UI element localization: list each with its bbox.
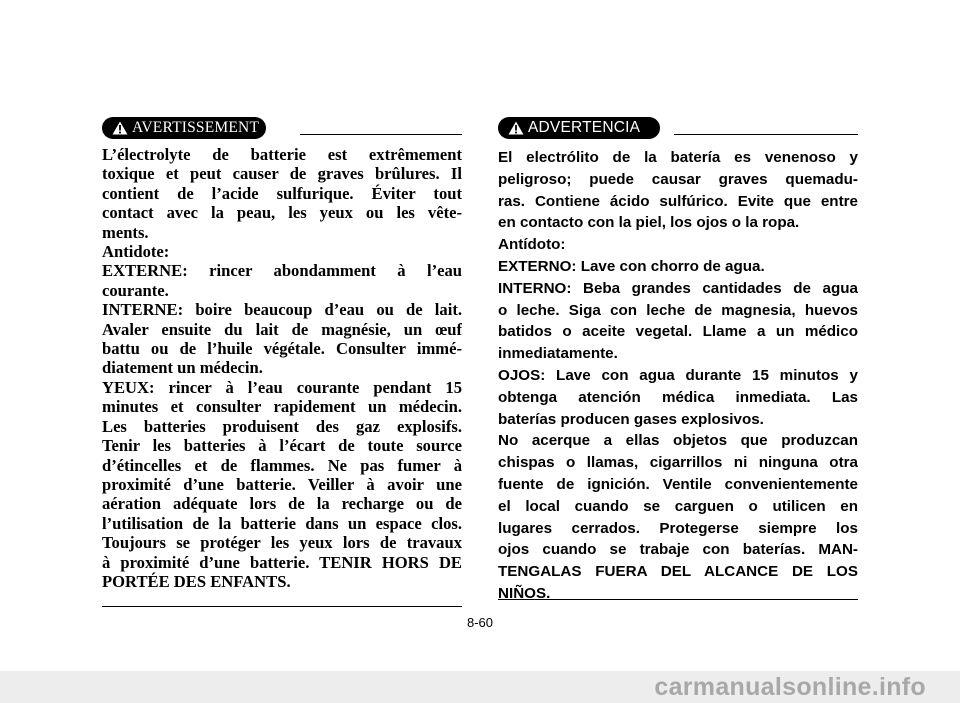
text-line: No acerque a ellas objetos que produzcan [498, 432, 858, 450]
header-rule [300, 134, 462, 135]
text-line: proximité d’une batterie. Veiller à avoir une [102, 474, 462, 494]
spanish-warning-block [498, 117, 858, 605]
text-line: contact avec la peau, les yeux ou les vête- [102, 203, 462, 223]
badge-label: AVERTISSEMENT [132, 119, 260, 136]
text-line: El electrólito de la batería es venenoso y [498, 149, 858, 166]
text-line: EXTERNO: Lave con chorro de agua. [498, 257, 765, 275]
bottom-rule [498, 599, 858, 600]
text-line: Antidote: [102, 242, 170, 262]
warning-triangle-icon [112, 121, 128, 135]
french-warning-header [102, 117, 462, 141]
text-line: diatement un médecin. [102, 358, 263, 378]
text-line: o leche. Siga con leche de magnesia, huevos [498, 301, 858, 319]
text-line: inmediatamente. [498, 345, 618, 363]
text-line: Toujours se protéger les yeux lors de travaux [102, 533, 462, 553]
text-line: el local cuando se carguen o utilicen en [498, 497, 858, 515]
text-line: Les batteries produisent des gaz explosifs. [102, 416, 462, 436]
text-line: en contacto con la piel, los ojos o la ropa. [498, 214, 800, 232]
text-line: lugares cerrados. Protegerse siempre los [498, 519, 858, 537]
page-number: 8-60 [466, 615, 494, 630]
text-line: NIÑOS. [498, 584, 551, 602]
text-line: L’électrolyte de batterie est extrêmement [102, 145, 462, 164]
text-line: EXTERNE: rincer abondamment à l’eau [102, 261, 462, 281]
text-line: d’étincelles et de flammes. Ne pas fumer à [102, 455, 462, 475]
text-line: YEUX: rincer à l’eau courante pendant 15 [102, 377, 462, 397]
text-line: ras. Contiene ácido sulfúrico. Evite que entre [498, 192, 858, 210]
warning-triangle-icon [508, 121, 524, 135]
spanish-warning-header [498, 117, 858, 141]
text-line: aération adéquate lors de la recharge ou de [102, 494, 462, 514]
text-line: à proximité d’une batterie. TENIR HORS DE [102, 552, 462, 572]
text-line: Antídoto: [498, 236, 566, 254]
badge-label: ADVERTENCIA [528, 119, 641, 136]
text-line: Tenir les batteries à l’écart de toute source [102, 436, 462, 456]
text-line: ments. [102, 222, 149, 242]
text-line: Avaler ensuite du lait de magnésie, un œuf [102, 319, 462, 339]
text-line: obtenga atención médica inmediata. Las [498, 388, 858, 406]
text-line: battu ou de l’huile végétale. Consulter immé- [102, 339, 462, 359]
avertissement-badge [102, 117, 266, 139]
text-line: PORTÉE DES ENFANTS. [102, 571, 291, 591]
text-line: contient de l’acide sulfurique. Éviter tout [102, 183, 462, 203]
header-rule [674, 134, 858, 135]
text-line: chispas o llamas, cigarrillos ni ninguna otra [498, 454, 858, 472]
text-line: baterías producen gases explosivos. [498, 410, 764, 428]
watermark [0, 671, 960, 703]
text-line: courante. [102, 280, 169, 300]
french-warning-block [102, 117, 462, 591]
bottom-rule [102, 606, 462, 607]
text-line: minutes et consulter rapidement un médecin. [102, 397, 462, 417]
text-line: INTERNO: Beba grandes cantidades de agua [498, 279, 858, 297]
advertencia-badge [498, 117, 660, 139]
text-line: TENGALAS FUERA DEL ALCANCE DE LOS [498, 563, 858, 581]
text-line: batidos o aceite vegetal. Llame a un médico [498, 323, 858, 341]
text-line: fuente de ignición. Ventile convenientemente [498, 475, 858, 493]
text-line: OJOS: Lave con agua durante 15 minutos y [498, 366, 858, 384]
french-warning-text [102, 145, 462, 591]
text-line: peligroso; puede causar graves quemadu- [498, 170, 858, 188]
text-line: l’utilisation de la batterie dans un espace clos. [102, 513, 462, 533]
text-line: ojos cuando se trabaje con baterías. MAN- [498, 541, 858, 559]
spanish-warning-text [498, 147, 858, 605]
text-line: toxique et peut causer de graves brûlures. Il [102, 164, 462, 184]
watermark-text: carmanualsonline.info [654, 672, 926, 701]
text-line: INTERNE: boire beaucoup d’eau ou de lait. [102, 300, 462, 320]
